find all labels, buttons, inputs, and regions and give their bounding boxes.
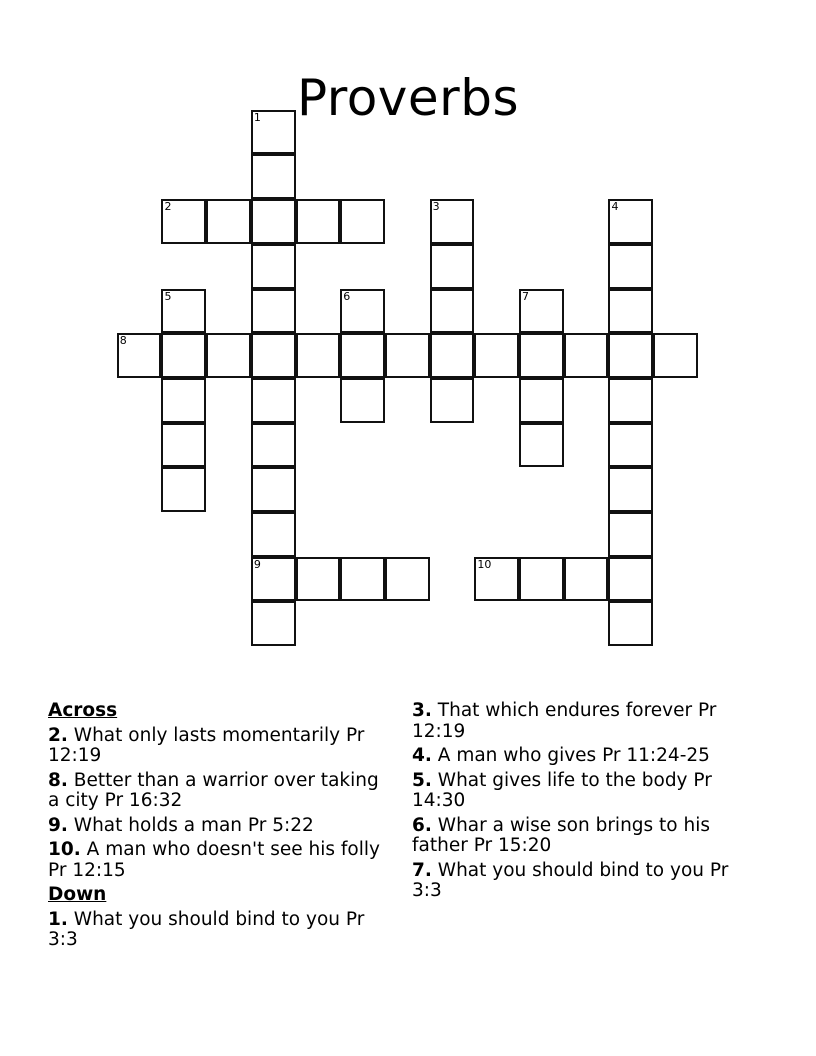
grid-cell[interactable] [608,378,653,423]
grid-cell[interactable] [296,199,341,244]
grid-cell[interactable] [608,601,653,646]
cell-number: 6 [343,289,351,303]
grid-cell[interactable] [608,199,653,244]
grid-cell[interactable] [161,423,206,468]
grid-cell[interactable] [430,289,475,334]
grid-cell[interactable] [251,244,296,289]
grid-cell[interactable] [251,333,296,378]
grid-cell[interactable] [430,333,475,378]
clue-text: A man who doesn't see his folly Pr 12:15 [48,839,380,881]
grid-cell[interactable] [251,199,296,244]
grid-cell[interactable] [251,378,296,423]
clue-number: 10. [48,839,81,860]
clue-number: 4. [412,745,432,766]
crossword-grid [118,111,699,647]
grid-cell[interactable] [161,378,206,423]
clue-number: 1. [48,908,68,930]
grid-cell[interactable] [519,378,564,423]
grid-cell[interactable] [251,557,296,602]
grid-cell[interactable] [340,199,385,244]
grid-cell[interactable] [519,557,564,602]
grid-cell[interactable] [340,333,385,378]
clue-text: What only lasts momentarily Pr 12:19 [48,724,365,766]
grid-cell[interactable] [161,199,206,244]
grid-cell[interactable] [251,289,296,334]
clue-across-8 [48,771,388,812]
grid-cell[interactable] [653,333,698,378]
grid-cell[interactable] [161,289,206,334]
grid-cell[interactable] [340,378,385,423]
cell-number: 1 [253,110,261,124]
grid-cell[interactable] [251,467,296,512]
clue-down-5 [412,771,752,812]
cell-number: 8 [119,334,127,348]
clue-number: 3. [412,700,432,721]
clue-number: 6. [412,814,432,836]
clue-text: Better than a warrior over taking a city Pr 16:32 [48,769,379,811]
grid-cell[interactable] [206,333,251,378]
grid-cell[interactable] [161,467,206,512]
clue-across-2 [48,726,388,767]
clue-number: 5. [412,769,432,791]
grid-cell[interactable] [474,333,519,378]
grid-cell[interactable] [161,333,206,378]
grid-cell[interactable] [564,557,609,602]
clue-down-6 [412,816,752,857]
grid-cell[interactable] [519,333,564,378]
clue-across-9 [48,816,388,837]
grid-cell[interactable] [206,199,251,244]
cell-number: 10 [477,557,492,571]
cell-number: 3 [432,200,440,214]
clue-text: What holds a man Pr 5:22 [67,814,314,836]
grid-cell[interactable] [385,333,430,378]
grid-cell[interactable] [251,512,296,557]
grid-cell[interactable] [251,154,296,199]
grid-cell[interactable] [608,512,653,557]
grid-cell[interactable] [519,289,564,334]
grid-cell[interactable] [340,557,385,602]
clue-text: Whar a wise son brings to his father Pr 15:20 [412,814,711,856]
grid-cell[interactable] [251,601,296,646]
grid-cell[interactable] [251,110,296,155]
grid-cell[interactable] [608,467,653,512]
clue-across-10 [48,840,388,881]
clue-text: What you should bind to you Pr 3:3 [412,859,729,901]
grid-cell[interactable] [608,244,653,289]
cell-number: 5 [164,289,172,303]
cell-number: 9 [253,557,261,571]
clue-text: What gives life to the body Pr 14:30 [412,769,712,811]
clues-column-left [48,701,388,955]
clue-text: That which endures forever Pr 12:19 [412,700,717,742]
grid-cell[interactable] [430,199,475,244]
grid-cell[interactable] [430,378,475,423]
clues-column-right [412,701,752,906]
clue-number: 2. [48,724,68,746]
clue-down-3 [412,701,752,742]
grid-cell[interactable] [385,557,430,602]
clue-number: 9. [48,814,68,836]
across-heading: Across [48,700,118,721]
grid-cell[interactable] [608,423,653,468]
clue-text: A man who gives Pr 11:24-25 [431,745,710,766]
cell-number: 4 [611,200,619,214]
grid-cell[interactable] [608,289,653,334]
grid-cell[interactable] [430,244,475,289]
puzzle-title: Proverbs [296,68,520,127]
grid-cell[interactable] [519,423,564,468]
grid-cell[interactable] [251,423,296,468]
down-heading: Down [48,884,107,905]
clue-down-7 [412,861,752,902]
grid-cell[interactable] [296,557,341,602]
clue-down-4 [412,746,752,767]
clue-down-1 [48,910,388,951]
clue-text: What you should bind to you Pr 3:3 [48,908,365,950]
cell-number: 2 [164,200,172,214]
grid-cell[interactable] [474,557,519,602]
grid-cell[interactable] [117,333,162,378]
clue-number: 7. [412,859,432,881]
grid-cell[interactable] [340,289,385,334]
grid-cell[interactable] [608,557,653,602]
grid-cell[interactable] [608,333,653,378]
cell-number: 7 [522,289,530,303]
clue-number: 8. [48,769,68,791]
grid-cell[interactable] [564,333,609,378]
grid-cell[interactable] [296,333,341,378]
